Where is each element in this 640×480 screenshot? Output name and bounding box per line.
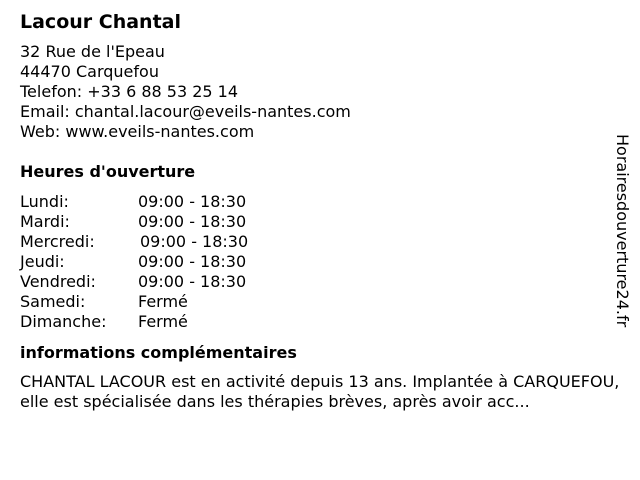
day-label: Dimanche:: [20, 312, 107, 331]
hours-row-wednesday: [20, 232, 620, 252]
hours-row-friday: [20, 272, 620, 292]
email-address: Email: chantal.lacour@eveils-nantes.com: [20, 102, 351, 121]
time-value: 09:00 - 18:30: [138, 212, 247, 231]
time-value: Fermé: [138, 312, 188, 331]
hours-row-tuesday: [20, 212, 620, 232]
website-address: Web: www.eveils-nantes.com: [20, 122, 255, 141]
additional-info-text: CHANTAL LACOUR est en activité depuis 13 ans. Implantée à CARQUEFOU, elle est spécialisée dans les thérapies brèves, après avoir acc...: [20, 372, 620, 411]
address-street: 32 Rue de l'Epeau: [20, 42, 165, 61]
time-value: 09:00 - 18:30: [140, 232, 249, 251]
address-city: 44470 Carquefou: [20, 62, 159, 81]
time-value: 09:00 - 18:30: [138, 272, 247, 291]
opening-hours-heading: Heures d'ouverture: [20, 162, 196, 181]
hours-row-monday: [20, 192, 620, 212]
day-label: Samedi:: [20, 292, 86, 311]
day-label: Mardi:: [20, 212, 70, 231]
hours-row-sunday: [20, 312, 620, 332]
hours-row-saturday: [20, 292, 620, 312]
opening-hours-table: [20, 192, 620, 332]
day-label: Lundi:: [20, 192, 69, 211]
day-label: Vendredi:: [20, 272, 96, 291]
day-label: Jeudi:: [20, 252, 65, 271]
time-value: 09:00 - 18:30: [138, 252, 247, 271]
time-value: 09:00 - 18:30: [138, 192, 247, 211]
business-name: Lacour Chantal: [20, 11, 181, 33]
business-card: [20, 10, 620, 412]
site-watermark: Horairesdouverture24.fr: [613, 134, 632, 328]
phone-number: Telefon: +33 6 88 53 25 14: [20, 82, 239, 101]
additional-info-heading: informations complémentaires: [20, 343, 297, 362]
time-value: Fermé: [138, 292, 188, 311]
hours-row-thursday: [20, 252, 620, 272]
day-label: Mercredi:: [20, 232, 95, 251]
